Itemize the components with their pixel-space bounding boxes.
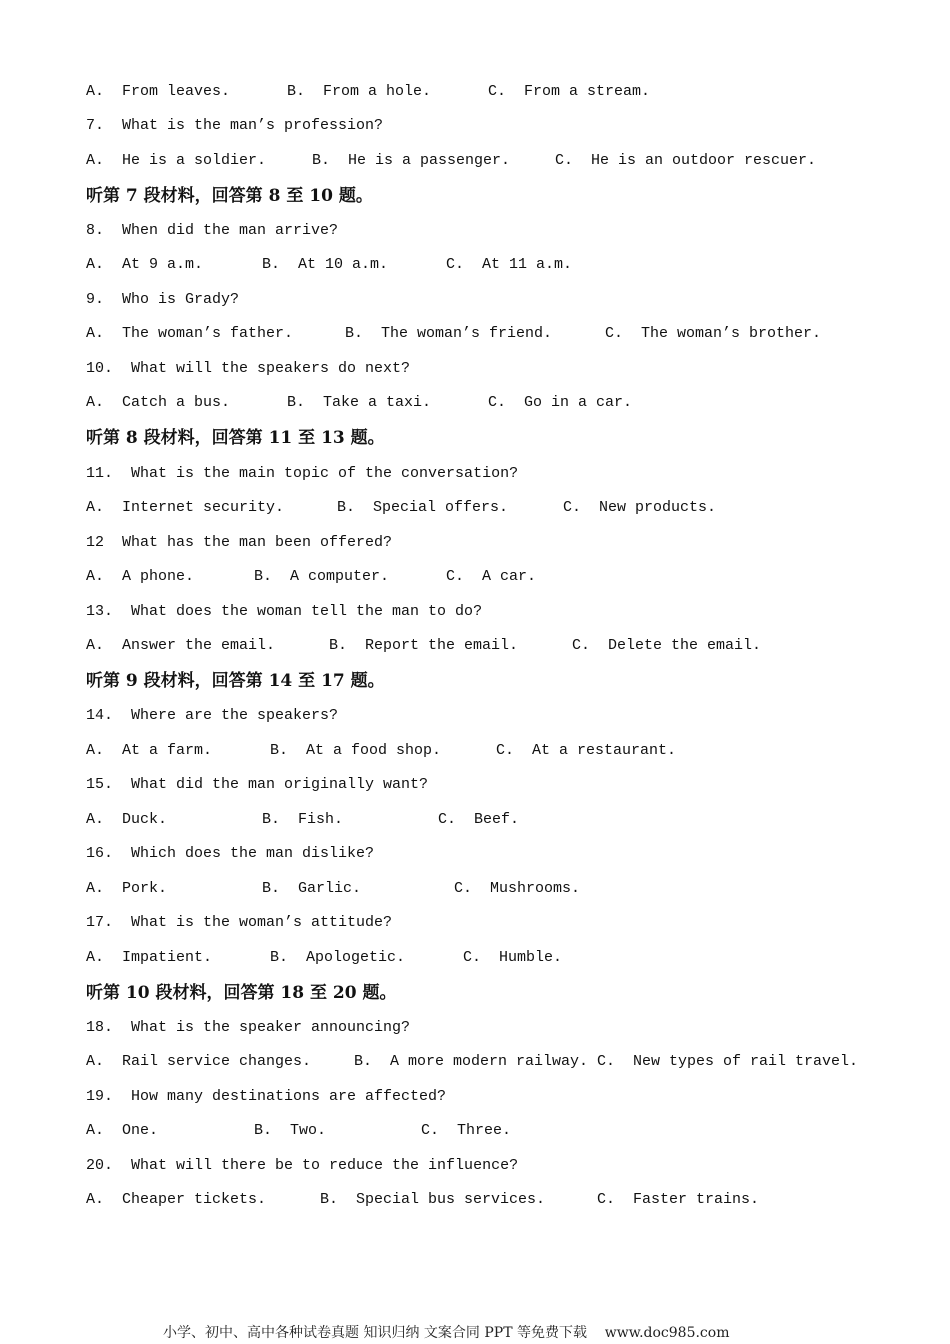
q20-question: 20. What will there be to reduce the influence?: [86, 1157, 519, 1174]
q20-option-b: B. Special bus services.: [320, 1191, 546, 1208]
section-heading-10: 听第 10 段材料，回答第 18 至 20 题。: [86, 983, 397, 1003]
q13-question: 13. What does the woman tell the man to do?: [86, 603, 483, 620]
q11-question: 11. What is the main topic of the conversation?: [86, 465, 519, 482]
q8-option-c: C. At 11 a.m.: [446, 256, 573, 273]
q20-option-c: C. Faster trains.: [597, 1191, 760, 1208]
q12-question: 12 What has the man been offered?: [86, 534, 393, 551]
q12-option-c: C. A car.: [446, 568, 537, 585]
q19-option-b: B. Two.: [254, 1122, 327, 1139]
q15-option-b: B. Fish.: [262, 811, 344, 828]
q16-option-c: C. Mushrooms.: [454, 880, 581, 897]
q13-option-b: B. Report the email.: [329, 637, 519, 654]
q8-question: 8. When did the man arrive?: [86, 222, 339, 239]
q18-option-c: C. New types of rail travel.: [597, 1053, 859, 1070]
q14-option-c: C. At a restaurant.: [496, 742, 677, 759]
q13-option-a: A. Answer the email.: [86, 637, 276, 654]
q19-option-a: A. One.: [86, 1122, 159, 1139]
q6-option-b: B. From a hole.: [287, 83, 432, 100]
q18-question: 18. What is the speaker announcing?: [86, 1019, 411, 1036]
q17-question: 17. What is the woman’s attitude?: [86, 914, 393, 931]
q13-option-c: C. Delete the email.: [572, 637, 762, 654]
q12-option-b: B. A computer.: [254, 568, 390, 585]
q16-option-b: B. Garlic.: [262, 880, 362, 897]
q15-option-c: C. Beef.: [438, 811, 520, 828]
q14-option-b: B. At a food shop.: [270, 742, 442, 759]
q10-option-b: B. Take a taxi.: [287, 394, 432, 411]
q17-option-c: C. Humble.: [463, 949, 563, 966]
page-footer-link[interactable]: 小学、初中、高中各种试卷真题 知识归纳 文案合同 PPT 等免费下载 www.doc985.com: [163, 1325, 730, 1341]
q7-option-b: B. He is a passenger.: [312, 152, 511, 169]
q6-option-a: A. From leaves.: [86, 83, 231, 100]
q7-option-a: A. He is a soldier.: [86, 152, 267, 169]
q11-option-c: C. New products.: [563, 499, 717, 516]
q7-option-c: C. He is an outdoor rescuer.: [555, 152, 817, 169]
q11-option-b: B. Special offers.: [337, 499, 509, 516]
section-heading-8: 听第 8 段材料，回答第 11 至 13 题。: [86, 428, 385, 448]
q14-question: 14. Where are the speakers?: [86, 707, 339, 724]
q12-option-a: A. A phone.: [86, 568, 195, 585]
q9-option-a: A. The woman’s father.: [86, 325, 294, 342]
section-heading-9: 听第 9 段材料，回答第 14 至 17 题。: [86, 671, 385, 691]
q10-option-c: C. Go in a car.: [488, 394, 633, 411]
q11-option-a: A. Internet security.: [86, 499, 285, 516]
q8-option-a: A. At 9 a.m.: [86, 256, 204, 273]
q8-option-b: B. At 10 a.m.: [262, 256, 389, 273]
q18-option-b: B. A more modern railway.: [354, 1053, 589, 1070]
q9-question: 9. Who is Grady?: [86, 291, 240, 308]
q18-option-a: A. Rail service changes.: [86, 1053, 312, 1070]
section-heading-7: 听第 7 段材料，回答第 8 至 10 题。: [86, 186, 373, 206]
q19-question: 19. How many destinations are affected?: [86, 1088, 447, 1105]
q10-question: 10. What will the speakers do next?: [86, 360, 411, 377]
q16-option-a: A. Pork.: [86, 880, 168, 897]
q10-option-a: A. Catch a bus.: [86, 394, 231, 411]
q7-question: 7. What is the man’s profession?: [86, 117, 384, 134]
q16-question: 16. Which does the man dislike?: [86, 845, 375, 862]
q20-option-a: A. Cheaper tickets.: [86, 1191, 267, 1208]
q17-option-a: A. Impatient.: [86, 949, 213, 966]
q9-option-c: C. The woman’s brother.: [605, 325, 822, 342]
q17-option-b: B. Apologetic.: [270, 949, 406, 966]
q15-question: 15. What did the man originally want?: [86, 776, 429, 793]
q14-option-a: A. At a farm.: [86, 742, 213, 759]
q6-option-c: C. From a stream.: [488, 83, 651, 100]
q15-option-a: A. Duck.: [86, 811, 168, 828]
q9-option-b: B. The woman’s friend.: [345, 325, 553, 342]
q19-option-c: C. Three.: [421, 1122, 512, 1139]
